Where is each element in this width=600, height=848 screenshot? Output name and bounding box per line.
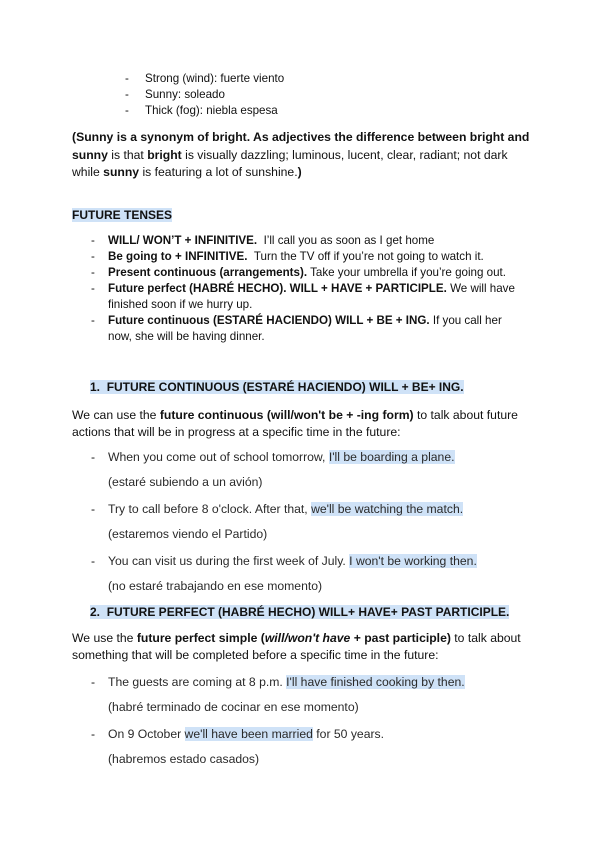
intro-bold: future perfect simple ( [136, 631, 265, 645]
section1-title: FUTURE CONTINUOUS (ESTARÉ HACIENDO) WILL + BE+ ING. [106, 380, 464, 394]
example-highlight: we'll have been married [184, 727, 313, 741]
bullet-dash: - [91, 266, 95, 279]
example-highlight: I'll be boarding a plane. [328, 450, 455, 464]
tense-bold: Future continuous (ESTARÉ HACIENDO) WILL + BE + ING. [108, 314, 430, 327]
example-sentence [108, 553, 477, 569]
bullet-dash: - [91, 554, 96, 568]
example-sentence [108, 501, 463, 517]
example-highlight: I'll have finished cooking by then. [286, 675, 465, 689]
tense-item [108, 233, 434, 249]
example-sentence [108, 726, 384, 742]
intro-text: We use the [72, 631, 137, 645]
bullet-dash: - [91, 727, 96, 741]
note-bold-2: bright [147, 147, 182, 162]
note-text-3: is featuring a lot of sunshine. [139, 165, 298, 179]
tense-bold: Future perfect (HABRÉ HECHO). WILL + HAVE + PARTICIPLE. [108, 282, 447, 295]
tense-text: Turn the TV off if you’re not going to watch it. [253, 250, 484, 263]
weather-item: Sunny: soleado [145, 88, 225, 101]
bullet-dash: - [125, 88, 129, 101]
example-translation: (habré terminado de cocinar en ese momento) [108, 700, 359, 714]
example-highlight: I won't be working then. [349, 554, 477, 568]
section2-intro [72, 630, 522, 664]
bullet-dash: - [125, 72, 129, 85]
section1-heading [90, 379, 464, 395]
example-text: The guests are coming at 8 p.m. [108, 675, 287, 689]
intro-text: to talk about something that will be completed before a specific time in the future: [72, 631, 521, 662]
section2-number: 2. [90, 605, 101, 619]
example-text: Try to call before 8 o'clock. After that, [108, 502, 312, 516]
bullet-dash: - [91, 502, 96, 516]
tense-item [108, 249, 484, 265]
section2-heading [90, 604, 509, 620]
tense-item [108, 281, 528, 313]
example-text: On 9 October [108, 727, 185, 741]
tense-item [108, 313, 528, 345]
example-translation: (habremos estado casados) [108, 752, 260, 766]
note-text-1: is that [107, 147, 148, 162]
intro-text: We can use the [72, 408, 160, 422]
bullet-dash: - [91, 282, 95, 295]
example-translation: (no estaré trabajando en ese momento) [108, 579, 323, 593]
example-text: You can visit us during the first week of July. [108, 554, 350, 568]
tense-bold: WILL/ WON’T + INFINITIVE. [108, 234, 258, 247]
bullet-dash: - [91, 250, 95, 263]
section1-heading-highlight [90, 380, 464, 394]
tense-item [108, 265, 506, 281]
example-translation: (estaré subiendo a un avión) [108, 475, 263, 489]
intro-bold-italic: will/won't have [264, 631, 351, 645]
tense-text: We will have finished soon if we hurry up. [108, 282, 515, 311]
future-tenses-heading [72, 207, 172, 223]
weather-item: Thick (fog): niebla espesa [145, 104, 278, 117]
synonym-note [72, 129, 538, 182]
intro-text: to talk about future actions that will be in progress at a specific time in the future: [72, 408, 518, 439]
intro-bold: future continuous (will/won't be + -ing form) [159, 408, 414, 422]
bullet-dash: - [91, 450, 96, 464]
example-text: for 50 years. [312, 727, 385, 741]
intro-bold: + past participle) [350, 631, 451, 645]
tense-text: If you call her now, she will be having dinner. [108, 314, 502, 343]
note-text-2: is visually dazzling; luminous, lucent, clear, radiant; not dark while [72, 147, 508, 179]
bullet-dash: - [91, 234, 95, 247]
section1-intro [72, 407, 522, 441]
bullet-dash: - [125, 104, 129, 117]
section2-heading-highlight [90, 605, 509, 619]
tense-bold: Be going to + INFINITIVE. [108, 250, 248, 263]
bullet-dash: - [91, 675, 96, 689]
bullet-dash: - [91, 314, 95, 327]
note-bold-3: sunny [103, 165, 140, 179]
weather-item: Strong (wind): fuerte viento [145, 72, 285, 85]
example-translation: (estaremos viendo el Partido) [108, 527, 268, 541]
tense-bold: Present continuous (arrangements). [108, 266, 308, 279]
example-text: When you come out of school tomorrow, [108, 450, 329, 464]
section1-number: 1. [90, 380, 101, 394]
paren-close: ) [297, 165, 302, 179]
example-highlight: we'll be watching the match. [311, 502, 464, 516]
paren-open: ( [72, 130, 77, 144]
example-sentence [108, 449, 455, 465]
example-sentence [108, 674, 465, 690]
tense-text: Take your umbrella if you’re going out. [310, 266, 507, 279]
section2-title: FUTURE PERFECT (HABRÉ HECHO) WILL+ HAVE+ PAST PARTICIPLE. [106, 605, 510, 619]
future-tenses-title: FUTURE TENSES [72, 208, 173, 222]
note-bold-1: Sunny is a synonym of bright. As adjectives the difference between bright and sunny [72, 130, 530, 162]
tense-text: I’ll call you as soon as I get home [263, 234, 435, 247]
